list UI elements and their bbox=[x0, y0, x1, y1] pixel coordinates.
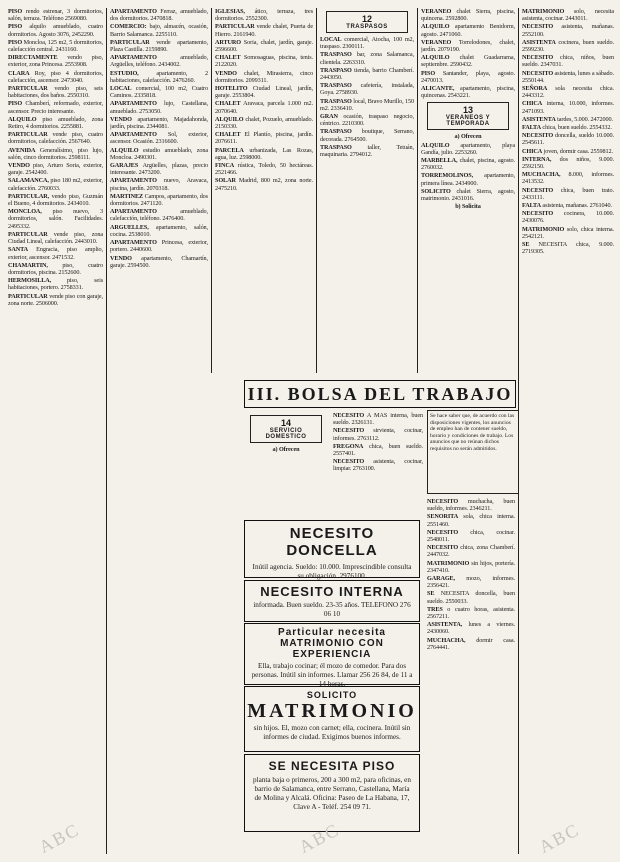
classified-ad: ASISTENTA cocinera, buen sueldo. 2599230. bbox=[522, 38, 614, 54]
column-rule bbox=[106, 8, 107, 854]
ad-matrimonio-experiencia bbox=[244, 623, 420, 688]
section-box-veraneos bbox=[427, 102, 509, 130]
classified-ad: CHAMARTIN, piso, cuatro dormitorios, piscina. 2152600. bbox=[8, 261, 103, 276]
classified-ad: LOCAL comercial, Atocha, 100 m2, traspaso. 2300111. bbox=[320, 36, 414, 51]
classified-ad: MUCHACHA, dormir casa. 2764441. bbox=[427, 636, 515, 651]
classified-ad: AVENIDA Generalísimo, piso lujo, salón, cinco dormitorios. 2598111. bbox=[8, 146, 103, 161]
section-label: TRASPASOS bbox=[346, 24, 388, 30]
classified-ad: TRASPASO tienda, barrio Chamberí. 2443050. bbox=[320, 66, 414, 82]
classified-ad: CHICA interna, 10.000, informes. 2471093. bbox=[522, 100, 614, 115]
classified-ad: APARTAMENTO Ferraz, amueblado, dos dormitorios. 2470818. bbox=[110, 8, 208, 23]
column-6 bbox=[522, 8, 614, 854]
classified-ad: NECESITO asistenta, lunes a sábado. 2550144. bbox=[522, 69, 614, 84]
section-label: SERVICIO DOMESTICO bbox=[265, 428, 307, 440]
classified-ad: ALQUILO apartamento Benidorm, agosto. 2471060. bbox=[421, 23, 515, 38]
classified-ad: PARTICULAR vende chalet, Puerta de Hierro. 2161940. bbox=[215, 23, 313, 38]
classified-ad: NECESITO asistenta, cocinar, limpiar. 2763100. bbox=[333, 458, 423, 473]
classified-ad: TRASPASO cafetería, instalada, Goya. 2758930. bbox=[320, 82, 414, 97]
classified-ad: TRASPASO local, Bravo Murillo, 150 m2. 2336410. bbox=[320, 97, 414, 112]
classified-ad: MATRIMONIO sin hijos, portería. 2347410. bbox=[427, 559, 515, 574]
classified-ad: INTERNA, dos niños, 9.000. 2592150. bbox=[522, 155, 614, 171]
column-1 bbox=[8, 8, 103, 854]
ad-body: informada. Buen sueldo. 23-35 años. TELEFONO 276 06 10 bbox=[253, 601, 411, 618]
classified-ad: PARTICULAR vende apartamento, Plaza Castilla. 2159890. bbox=[110, 38, 208, 54]
ad-line2: MATRIMONIO bbox=[247, 700, 417, 722]
servicio-domestico-block bbox=[244, 412, 328, 518]
ad-headline: NECESITO INTERNA bbox=[260, 584, 404, 599]
classified-ad: NECESITO A MAS interna, buen sueldo. 2326131. bbox=[333, 412, 423, 427]
ad-body: Inútil agencia. Sueldo: 10.000. Imprescindible consulta su obligación. 2976100. bbox=[252, 563, 412, 580]
classified-ad: NECESITO chica, cocinar. 2548011. bbox=[427, 528, 515, 544]
subsection-heading: b) Solicita bbox=[455, 203, 481, 211]
classified-ad: APARTAMENTO amueblado, Argüelles, teléfono. 2434002. bbox=[110, 54, 208, 69]
ad-body: planta baja o primeros, 200 a 300 m2, para oficinas, en barrio de Salamanca, entre Serrano, Castellana, María de Molina y Alcalá. Oficina: Paseo de La Habana, 17, Clave A - Teléf. 254 09 71. bbox=[253, 776, 411, 811]
classified-ad: PISO Santander, playa, agosto. 2470013. bbox=[421, 69, 515, 84]
classified-ad: NECESITO chica, niños, buen sueldo. 2347031. bbox=[522, 54, 614, 69]
classified-ad: VERANEO chalet Sierra, piscina, quincena. 2592800. bbox=[421, 8, 515, 23]
classified-ad: PISO Chamberí, reformado, exterior, ascensor. Precio interesante. bbox=[8, 100, 103, 115]
ad-line1: SOLICITO bbox=[306, 690, 358, 700]
classified-ad: TRES o cuatro horas, asistenta. 2567211. bbox=[427, 605, 515, 621]
column-3 bbox=[215, 8, 313, 370]
classified-ad: TRASPASO taller, Tetuán, maquinaria. 2794012. bbox=[320, 143, 414, 159]
classified-ad: VERANEO Torrelodones, chalet, jardín. 2079190. bbox=[421, 38, 515, 54]
classified-ad: CHALET Somosaguas, piscina, tenis. 2122020. bbox=[215, 54, 313, 69]
column-2 bbox=[110, 8, 208, 854]
section-number: 12 bbox=[361, 14, 372, 24]
classified-ad: TORREMOLINOS, apartamento, primera línea. 2434900. bbox=[421, 172, 515, 187]
classified-ad: ALQUILO chalet Guadarrama, septiembre. 2590432. bbox=[421, 54, 515, 69]
ad-solicito-matrimonio bbox=[244, 686, 420, 752]
classified-ad: SOLICITO chalet Sierra, agosto, matrimonio. 2431016. bbox=[421, 187, 515, 203]
classified-ad: APARTAMENTO nuevo, Aravaca, piscina, jardín. 2070318. bbox=[110, 177, 208, 192]
section-number: 13 bbox=[462, 105, 473, 116]
newspaper-page bbox=[8, 8, 614, 857]
classified-ad: VENDO chalet, Mirasierra, cinco dormitorios. 2099311. bbox=[215, 69, 313, 84]
classified-ad: MATRIMONIO solo, chica interna. 2542121. bbox=[522, 225, 614, 240]
classified-ad: MUCHACHA, 8.000, informes. 2413532. bbox=[522, 171, 614, 186]
classified-ad: ARGUELLES, apartamento, salón, cocina. 2538010. bbox=[110, 223, 208, 238]
classified-ad: MARBELLA, chalet, piscina, agosto. 2760032. bbox=[421, 157, 515, 172]
column-5-bottom bbox=[427, 498, 515, 854]
classified-ad: SALAMANCA, piso 180 m2, exterior, calefacción. 2760033. bbox=[8, 177, 103, 192]
classified-ad: CHALET El Plantío, piscina, jardín. 2076611. bbox=[215, 131, 313, 146]
classified-ad: NECESITO doncella, sueldo 10.000. 2545611. bbox=[522, 132, 614, 147]
classified-ad: FREGONA chica, buen sueldo. 2557401. bbox=[333, 442, 423, 458]
classified-ad: ARTURO Soria, chalet, jardín, garaje. 2596600. bbox=[215, 38, 313, 54]
classified-ad: GARAGE, mozo, informes. 2356421. bbox=[427, 575, 515, 590]
classified-ad: ASISTENTA tardes, 5.000. 2472000. bbox=[522, 115, 613, 123]
column-rule bbox=[211, 8, 212, 373]
watermark: ABC bbox=[295, 819, 343, 857]
ad-headline: SE NECESITA PISO bbox=[268, 759, 396, 773]
classified-ad: ESTUDIO, apartamento, 2 habitaciones, calefacción. 2476260. bbox=[110, 69, 208, 84]
classified-ad: NECESITO cocinera, 10.000. 2430076. bbox=[522, 210, 614, 225]
watermark: ABC bbox=[535, 819, 583, 857]
classified-ad: PARTICULAR, vendo piso, Guzmán el Bueno, 4 dormitorios. 2434010. bbox=[8, 192, 103, 208]
classified-ad: PISO Moncloa, 125 m2, 5 dormitorios, calefacción central. 2431160. bbox=[8, 38, 103, 54]
classified-ad: ALQUILO chalet, Pozuelo, amueblado. 2150330. bbox=[215, 115, 313, 131]
column-rule bbox=[417, 8, 418, 373]
classified-ad: SE NECESITA chica, 9.000. 2719305. bbox=[522, 241, 614, 256]
classified-ad: APARTAMENTO Princesa, exterior, portero. 2440600. bbox=[110, 239, 208, 254]
classified-ad: MARTINEZ Campos, apartamento, dos dormitorios. 2471120. bbox=[110, 192, 208, 208]
classified-ad: PARTICULAR vende piso, cuatro dormitorios, calefacción. 2567640. bbox=[8, 131, 103, 146]
section-label: VERANEOS Y TEMPORADA bbox=[445, 115, 491, 128]
classified-ad: NECESITO sirvienta, cocinar, informes. 2763112. bbox=[333, 427, 423, 442]
classified-ad: PARTICULAR vende piso, zona Ciudad Lineal, calefacción. 2443010. bbox=[8, 230, 103, 246]
section-number: 14 bbox=[280, 418, 291, 428]
classified-ad: VENDO apartamento, Majadahonda, jardín, piscina. 2344081. bbox=[110, 115, 208, 131]
classified-ad: MONCLOA, piso nuevo, 3 dormitorios, salón. Facilidades. 2495332. bbox=[8, 208, 103, 230]
classified-ad: SENORITA sola, chica interna. 2551460. bbox=[427, 513, 515, 528]
classified-ad: VENDO piso, Arturo Soria, exterior, garaje. 2542400. bbox=[8, 162, 103, 177]
classified-ad: LOCAL comercial, 100 m2, Cuatro Caminos. 2335818. bbox=[110, 85, 208, 100]
subsection-heading: a) Ofrecen bbox=[272, 446, 300, 453]
classified-ad: TRASPASO boutique, Serrano, decorada. 2764500. bbox=[320, 128, 414, 143]
classified-ad: ALICANTE, apartamento, piscina, quincenas. 2543221. bbox=[421, 85, 515, 100]
classified-ad: FALTA chica, buen sueldo. 2554332. bbox=[522, 124, 612, 132]
ad-headline: NECESITO DONCELLA bbox=[286, 525, 378, 559]
section-box-traspasos bbox=[326, 11, 408, 33]
classified-ad: ALQUILO estudio amueblado, zona Moncloa. 2490301. bbox=[110, 146, 208, 161]
legal-notice-box: Se hace saber que, de acuerdo con las disposiciones vigentes, los anuncios de empleo han de contener sueldo, horario y condiciones de trabajo. Los anuncios que no reúnan dichos requisitos no serán admitidos. bbox=[427, 410, 519, 494]
classified-ad: CHICA joven, dormir casa. 2559812. bbox=[522, 147, 613, 155]
classified-ad: SANTA Engracia, piso amplio, exterior, ascensor. 2471532. bbox=[8, 246, 103, 261]
classified-ad: TRASPASO bar, zona Salamanca, clientela. 2263310. bbox=[320, 51, 414, 66]
ad-body: Ella, trabajo cocinar; él mozo de comedor. Para dos personas. Inútil sin informes. Llamar 256 26 84, de 11 a 14 horas. bbox=[251, 662, 413, 688]
classified-ad: PARTICULAR vende piso con garaje, zona norte. 2506000. bbox=[8, 292, 103, 307]
ad-doncella bbox=[244, 520, 420, 578]
column-4-top bbox=[320, 8, 414, 370]
classified-ad: MATRIMONIO solo, necesita asistenta, cocinar. 2443011. bbox=[522, 8, 614, 23]
classified-ad: PISO alquilo amueblado, cuatro dormitorios. Agosto 3076, 2452290. bbox=[8, 23, 103, 38]
classified-ad: GRAN ocasión, traspaso negocio, céntrico. 2210300. bbox=[320, 113, 414, 128]
section-box-servicio bbox=[250, 415, 322, 443]
column-rule bbox=[316, 8, 317, 373]
classified-ad: APARTAMENTO amueblado, calefacción, teléfono. 2476400. bbox=[110, 208, 208, 223]
classified-ad: NECESITO chica, zona Chamberí. 2447032. bbox=[427, 544, 515, 559]
classified-ad: SEÑORA sola necesita chica. 2443312. bbox=[522, 85, 614, 100]
classified-ad: CHALET Aravaca, parcela 1.000 m2. 2070640. bbox=[215, 100, 313, 115]
classified-ad: FALTA asistenta, mañanas. 2761040. bbox=[522, 202, 612, 210]
classified-ad: HOTELITO Ciudad Lineal, jardín, garaje. 2553804. bbox=[215, 85, 313, 100]
classified-ad: ALQUILO piso amueblado, zona Retiro, 4 dormitorios. 2255881. bbox=[8, 115, 103, 131]
column-5-top bbox=[421, 8, 515, 370]
classified-ad: APARTAMENTO Sol, exterior, ascensor. Ocasión. 2316600. bbox=[110, 131, 208, 146]
ad-line1: Particular necesita bbox=[278, 627, 386, 638]
watermark: ABC bbox=[35, 819, 83, 857]
classified-ad: PISO rendo estrenar, 3 dormitorios, salón, terraza. Teléfono 2569080. bbox=[8, 8, 103, 23]
classified-ad: HERMOSILLA, piso, seis habitaciones, portero. 2758331. bbox=[8, 277, 103, 292]
classified-ad: FINCA rústica, Toledo, 50 hectáreas. 2521466. bbox=[215, 162, 313, 177]
classified-ad: SOLAR Madrid, 800 m2, zona norte. 2475210. bbox=[215, 177, 313, 192]
classified-ad: VENDO apartamento, Chamartín, garaje. 2594500. bbox=[110, 254, 208, 269]
classified-ad: APARTAMENTO lujo, Castellana, amueblado. 2753050. bbox=[110, 100, 208, 115]
subsection-heading: a) Ofrecen bbox=[454, 133, 482, 141]
ad-body: sin hijos. El, mozo con carnet; ella, cocinera. Inútil sin informes de ciudad. Exigimos buenos informes. bbox=[253, 724, 411, 741]
classified-ad: ALQUILO apartamento, playa Gandía, julio. 2253260. bbox=[421, 141, 515, 156]
classified-ad: NECESITO muchacha, buen sueldo, informes. 2346211. bbox=[427, 498, 515, 513]
classified-ad: DIRECTAMENTE vendo piso, exterior, zona Princesa. 2553908. bbox=[8, 54, 103, 69]
classified-ad: ASISTENTA, lunes a viernes. 2430060. bbox=[427, 621, 515, 636]
classified-ad: IGLESIAS, ático, terraza, tres dormitorios. 2552300. bbox=[215, 8, 313, 23]
classified-ad: NECESITO asistenta, mañanas. 2552100. bbox=[522, 23, 614, 38]
classified-ad: PARCELA urbanizada, Las Rozas, agua, luz. 2598000. bbox=[215, 146, 313, 161]
ad-interna bbox=[244, 580, 420, 622]
classified-ad: NECESITO chica, buen trato. 2433111. bbox=[522, 186, 614, 201]
column-4-bottom bbox=[333, 412, 423, 518]
classified-ad: GARAJES Argüelles, plazas, precio interesante. 2473200. bbox=[110, 162, 208, 177]
classified-ad: SE NECESITA doncella, buen sueldo. 2550033. bbox=[427, 590, 515, 605]
classified-ad: PARTICULAR vendo piso, seis habitaciones, dos baños. 2550310. bbox=[8, 85, 103, 100]
section-banner: III. BOLSA DEL TRABAJO bbox=[244, 380, 516, 408]
classified-ad: COMERCIO: bajo, almacén, ocasión, Barrio Salamanca. 2255110. bbox=[110, 23, 208, 38]
ad-line2: MATRIMONIO CON EXPERIENCIA bbox=[280, 638, 384, 660]
classified-ad: CLARA Roy, piso 4 dormitorios, calefacción, ascensor. 2473040. bbox=[8, 69, 103, 84]
